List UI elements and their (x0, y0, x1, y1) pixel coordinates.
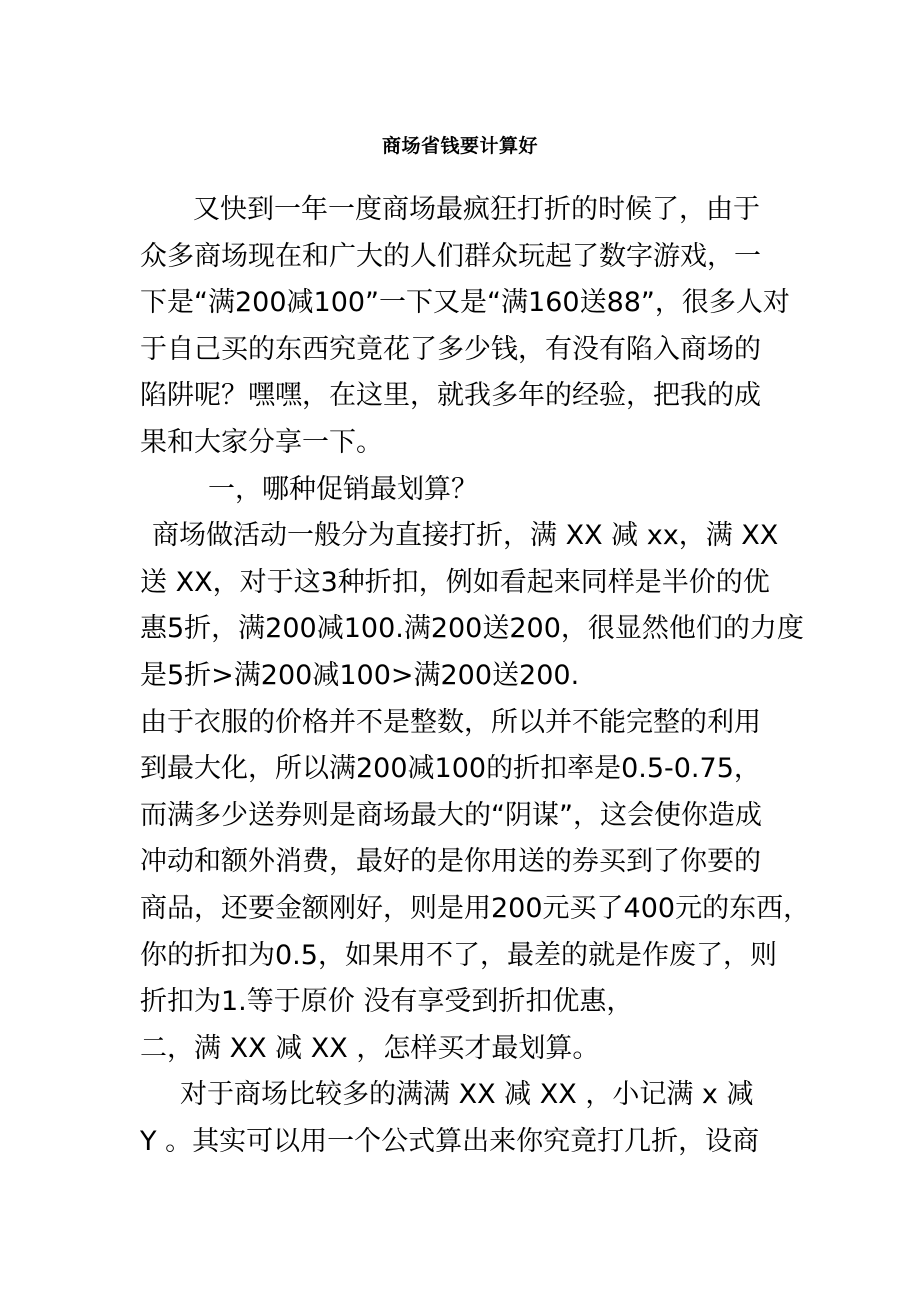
paragraph-line: 到最大化，所以满200减100的折扣率是0.5-0.75， (140, 753, 761, 785)
paragraph-line: Y 。其实可以用一个公式算出来你究竟打几折，设商 (140, 1125, 760, 1157)
section-heading: 一，哪种促销最划算？ (208, 473, 478, 505)
paragraph-line: 而满多少送券则是商场最大的“阴谋”，这会使你造成 (140, 799, 762, 831)
section-heading: 二，满 XX 减 XX ，怎样买才最划算。 (140, 1032, 600, 1064)
document-title: 商场省钱要计算好 (381, 135, 538, 157)
paragraph-line: 果和大家分享一下。 (140, 426, 383, 458)
paragraph-line: 惠5折，满200减100.满200送200，很显然他们的力度 (140, 613, 804, 645)
paragraph-line: 对于商场比较多的满满 XX 减 XX ，小记满 x 减 (180, 1079, 754, 1111)
paragraph-line: 是5折>满200减100>满200送200. (140, 659, 580, 691)
paragraph-line: 由于衣服的价格并不是整数，所以并不能完整的利用 (140, 706, 761, 738)
paragraph-line: 冲动和额外消费，最好的是你用送的券买到了你要的 (140, 846, 761, 878)
paragraph-line: 你的折扣为0.5，如果用不了，最差的就是作废了，则 (140, 939, 777, 971)
paragraph-line: 众多商场现在和广大的人们群众玩起了数字游戏，一 (140, 240, 761, 272)
paragraph-line: 陷阱呢？嘿嘿，在这里，就我多年的经验，把我的成 (140, 380, 761, 412)
paragraph-line: 商品，还要金额刚好，则是用200元买了400元的东西， (140, 892, 811, 924)
paragraph-line: 于自己买的东西究竟花了多少钱，有没有陷入商场的 (140, 333, 761, 365)
paragraph-line: 送 XX，对于这3种折扣，例如看起来同样是半价的优 (140, 566, 770, 598)
paragraph-line: 折扣为1.等于原价 没有享受到折扣优惠， (140, 986, 634, 1018)
document-body (140, 187, 811, 1165)
paragraph-line: 商场做活动一般分为直接打折，满 XX 减 xx，满 XX (152, 520, 779, 552)
paragraph-line: 下是“满200减100”一下又是“满160送88”，很多人对 (140, 287, 790, 319)
paragraph-line: 又快到一年一度商场最疯狂打折的时候了，由于 (193, 194, 760, 225)
